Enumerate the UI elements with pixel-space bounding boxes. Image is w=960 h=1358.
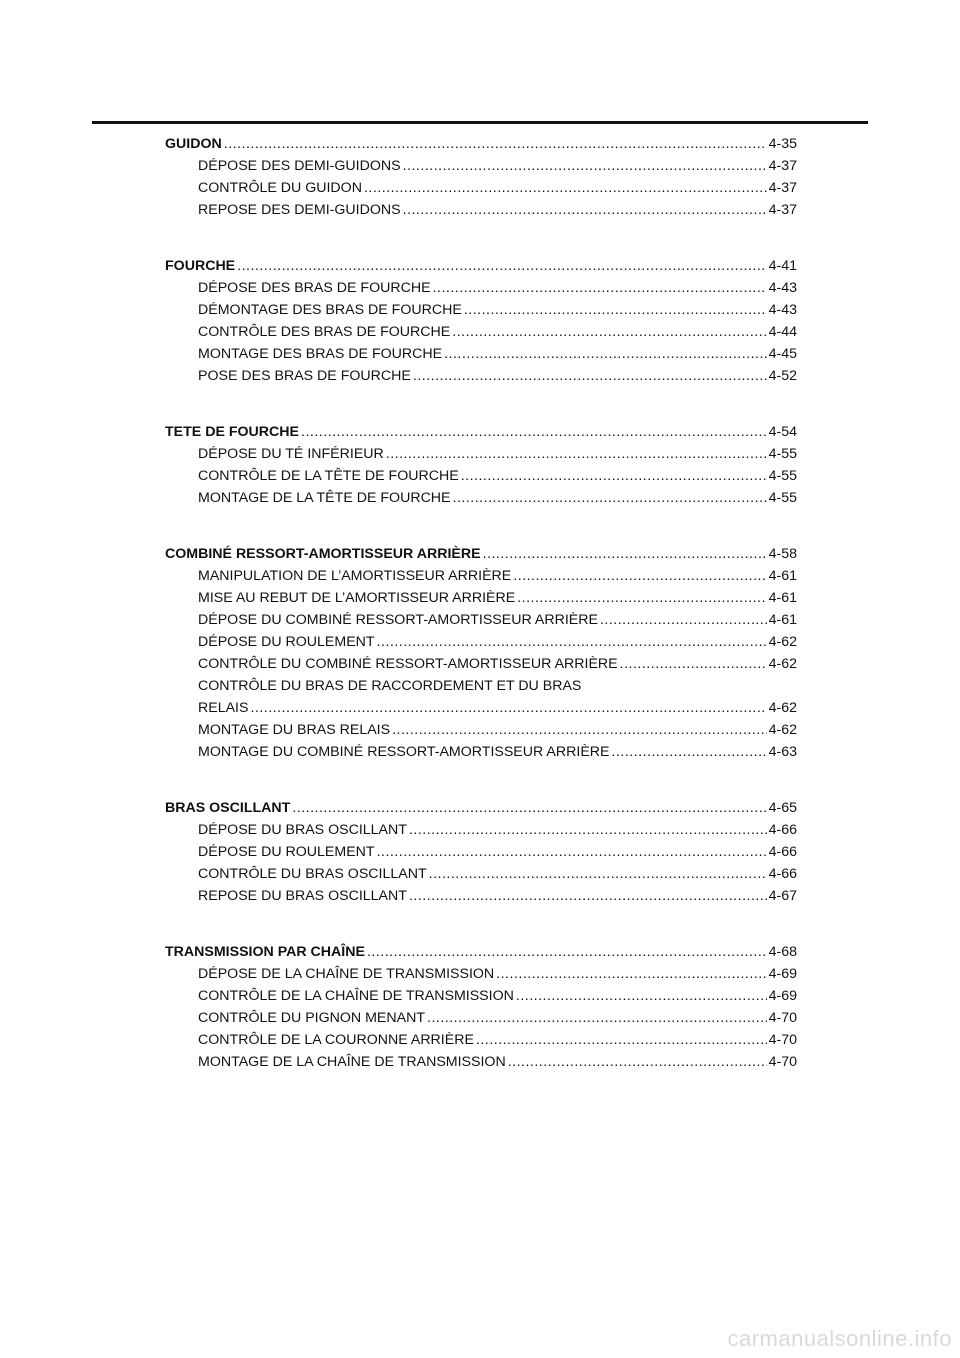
toc-sub-entry[interactable] [165,443,797,465]
toc-sub-entry-page-number: 4-45 [768,346,797,362]
toc-sub-entry-page-number: 4-55 [768,446,797,462]
toc-sub-entry[interactable] [165,565,797,587]
toc-sub-entry-page-number: 4-61 [768,590,797,606]
toc-main-entry[interactable] [165,133,797,155]
toc-sub-entry-line1[interactable]: CONTRÔLE DU BRAS DE RACCORDEMENT ET DU BRAS [198,678,582,694]
toc-sub-entry-title: DÉPOSE DU BRAS OSCILLANT [198,822,407,838]
dot-leader [433,277,767,299]
toc-sub-entry[interactable] [165,819,797,841]
toc-sub-entry[interactable] [165,465,797,487]
dot-leader [403,155,767,177]
dot-leader [508,1051,767,1073]
toc-sub-entry-page-number: 4-55 [768,490,797,506]
toc-sub-entry-page-number: 4-61 [768,568,797,584]
toc-sub-entry-page-number: 4-66 [768,822,797,838]
toc-sub-entry[interactable] [165,343,797,365]
toc-sub-entry-title: DÉPOSE DU COMBINÉ RESSORT-AMORTISSEUR ARRIÈRE [198,612,598,628]
dot-leader [452,321,766,343]
dot-leader [301,421,767,443]
toc-main-entry-title: BRAS OSCILLANT [165,800,291,816]
toc-sub-entry-page-number: 4-55 [768,468,797,484]
toc-sub-entry[interactable] [165,155,797,177]
toc-sub-entry[interactable] [165,885,797,907]
toc-main-entry-page-number: 4-58 [768,546,797,562]
toc-sub-entry-title: CONTRÔLE DU PIGNON MENANT [198,1010,426,1026]
dot-leader [513,565,766,587]
toc-main-entry-page-number: 4-65 [768,800,797,816]
toc-sub-entry-page-number: 4-70 [768,1032,797,1048]
toc-sub-entry[interactable] [165,1051,797,1073]
toc-sub-entry-title: REPOSE DU BRAS OSCILLANT [198,888,407,904]
toc-sub-entry-page-number: 4-37 [768,158,797,174]
toc-sub-entry[interactable] [165,177,797,199]
toc-section [165,797,797,907]
dot-leader [461,465,767,487]
toc-sub-entry[interactable] [165,653,797,675]
toc-sub-entry[interactable] [165,1007,797,1029]
dot-leader [224,133,767,155]
dot-leader [612,741,767,763]
dot-leader [377,841,767,863]
toc-sub-entry-page-number: 4-62 [768,634,797,650]
toc-sub-entry-page-number: 4-61 [768,612,797,628]
toc-sub-entry-page-number: 4-66 [768,844,797,860]
dot-leader [377,631,767,653]
toc-sub-entry[interactable] [165,299,797,321]
toc-sub-entry[interactable] [165,841,797,863]
toc-sub-entry-page-number: 4-43 [768,302,797,318]
toc-sub-entry-title: MONTAGE DE LA TÊTE DE FOURCHE [198,490,451,506]
dot-leader [409,885,767,907]
toc-main-entry[interactable] [165,797,797,819]
toc-sub-entry[interactable] [165,697,797,719]
toc-sub-entry[interactable] [165,1029,797,1051]
toc-sub-entry-title: MONTAGE DES BRAS DE FOURCHE [198,346,443,362]
toc-sub-entry[interactable] [165,365,797,387]
toc-sub-entry-title: CONTRÔLE DU COMBINÉ RESSORT-AMORTISSEUR ARRIÈRE [198,656,618,672]
toc-sub-entry-page-number: 4-69 [768,966,797,982]
toc-sub-entry-title: CONTRÔLE DE LA TÊTE DE FOURCHE [198,468,459,484]
toc-sub-entry-title: CONTRÔLE DU BRAS OSCILLANT [198,866,427,882]
toc-sub-entry-title: CONTRÔLE DES BRAS DE FOURCHE [198,324,451,340]
toc-sub-entry-page-number: 4-37 [768,202,797,218]
toc-sub-entry-title: DÉPOSE DES BRAS DE FOURCHE [198,280,431,296]
toc-main-entry-page-number: 4-54 [768,424,797,440]
dot-leader [600,609,767,631]
table-of-contents [165,133,797,1107]
dot-leader [403,199,767,221]
dot-leader [444,343,766,365]
toc-sub-entry[interactable] [165,631,797,653]
toc-section [165,255,797,387]
toc-sub-entry-title: MISE AU REBUT DE L’AMORTISSEUR ARRIÈRE [198,590,516,606]
toc-sub-entry-title: DÉPOSE DU TÉ INFÉRIEUR [198,446,384,462]
toc-main-entry[interactable] [165,941,797,963]
toc-section [165,133,797,221]
dot-leader [413,365,767,387]
toc-sub-entry-page-number: 4-62 [768,656,797,672]
toc-sub-entry-page-number: 4-66 [768,866,797,882]
toc-sub-entry[interactable] [165,487,797,509]
toc-main-entry[interactable] [165,543,797,565]
toc-main-entry[interactable] [165,421,797,443]
toc-sub-entry-page-number: 4-70 [768,1054,797,1070]
toc-sub-entry[interactable] [165,719,797,741]
dot-leader [620,653,767,675]
toc-sub-entry-title: MONTAGE DE LA CHAÎNE DE TRANSMISSION [198,1054,506,1070]
toc-sub-entry-title: CONTRÔLE DE LA CHAÎNE DE TRANSMISSION [198,988,514,1004]
toc-main-entry-page-number: 4-68 [768,944,797,960]
dot-leader [483,543,767,565]
dot-leader [364,177,767,199]
toc-sub-entry-title: MANIPULATION DE L’AMORTISSEUR ARRIÈRE [198,568,512,584]
toc-sub-entry-title: MONTAGE DU BRAS RELAIS [198,722,391,738]
toc-sub-entry-title: DÉPOSE DES DEMI-GUIDONS [198,158,401,174]
dot-leader [409,819,767,841]
toc-sub-entry-page-number: 4-62 [768,722,797,738]
dot-leader [496,963,766,985]
toc-section [165,941,797,1073]
dot-leader [386,443,767,465]
dot-leader [292,797,766,819]
toc-sub-entry[interactable] [165,321,797,343]
toc-section [165,421,797,509]
toc-sub-entry-title: DÉPOSE DE LA CHAÎNE DE TRANSMISSION [198,966,495,982]
toc-main-entry-title: COMBINÉ RESSORT-AMORTISSEUR ARRIÈRE [165,546,481,562]
toc-sub-entry[interactable] [165,863,797,885]
toc-section [165,543,797,763]
toc-sub-entry-page-number: 4-70 [768,1010,797,1026]
toc-main-entry-page-number: 4-41 [768,258,797,274]
toc-sub-entry[interactable] [165,609,797,631]
toc-sub-entry-title: CONTRÔLE DU GUIDON [198,180,362,196]
dot-leader [516,985,767,1007]
toc-main-entry-title: TETE DE FOURCHE [165,424,299,440]
dot-leader [250,697,766,719]
toc-main-entry-page-number: 4-35 [768,136,797,152]
toc-sub-entry[interactable] [165,985,797,1007]
toc-main-entry[interactable] [165,255,797,277]
dot-leader [392,719,767,741]
dot-leader [367,941,767,963]
toc-sub-entry-page-number: 4-43 [768,280,797,296]
dot-leader [464,299,767,321]
toc-sub-entry-page-number: 4-52 [768,368,797,384]
dot-leader [476,1029,767,1051]
dot-leader [517,587,766,609]
header-rule [92,121,868,124]
toc-sub-entry-title: DÉMONTAGE DES BRAS DE FOURCHE [198,302,462,318]
dot-leader [427,1007,767,1029]
toc-sub-entry-page-number: 4-62 [768,700,797,716]
toc-sub-entry-page-number: 4-69 [768,988,797,1004]
dot-leader [453,487,767,509]
toc-sub-entry[interactable] [165,587,797,609]
toc-sub-entry-title: MONTAGE DU COMBINÉ RESSORT-AMORTISSEUR ARRIÈRE [198,744,610,760]
toc-sub-entry[interactable] [165,199,797,221]
dot-leader [429,863,767,885]
toc-sub-entry[interactable] [165,277,797,299]
toc-sub-entry-page-number: 4-37 [768,180,797,196]
toc-sub-entry-page-number: 4-63 [768,744,797,760]
toc-sub-entry-page-number: 4-67 [768,888,797,904]
toc-sub-entry-title: DÉPOSE DU ROULEMENT [198,634,375,650]
toc-sub-entry-title: CONTRÔLE DE LA COURONNE ARRIÈRE [198,1032,474,1048]
watermark: carmanualsonline.info [727,1326,952,1351]
toc-main-entry-title: FOURCHE [165,258,236,274]
toc-sub-entry-page-number: 4-44 [768,324,797,340]
toc-sub-entry[interactable] [165,963,797,985]
toc-sub-entry-title: RELAIS [198,700,249,716]
dot-leader [237,255,766,277]
toc-main-entry-title: TRANSMISSION PAR CHAÎNE [165,944,365,960]
toc-sub-entry-title: REPOSE DES DEMI-GUIDONS [198,202,401,218]
toc-sub-entry[interactable] [165,741,797,763]
toc-main-entry-title: GUIDON [165,136,222,152]
toc-sub-entry-title: DÉPOSE DU ROULEMENT [198,844,375,860]
toc-sub-entry-title: POSE DES BRAS DE FOURCHE [198,368,411,384]
